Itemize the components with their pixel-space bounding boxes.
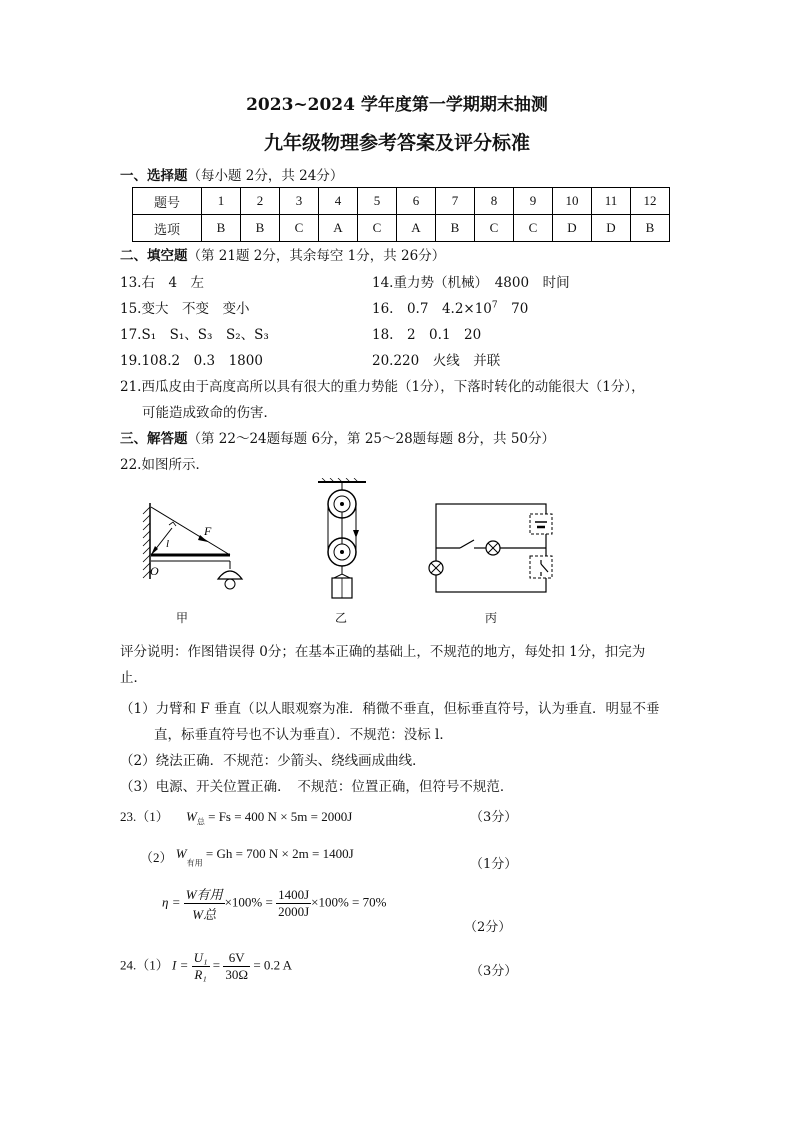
scoring-note-line2: 止． (120, 670, 147, 686)
figure2-caption: 乙 (335, 611, 348, 625)
table-cell: C (280, 215, 319, 242)
scoring-rule3: （3）电源、开关位置正确． 不规范：位置正确，但符号不规范． (120, 779, 514, 795)
table-cell: C (475, 215, 514, 242)
q23-part1 (120, 806, 352, 828)
table-cell: D (553, 215, 592, 242)
answer-q16-part1: 16. 0.7 4.2×10 (372, 301, 492, 317)
q23-symbol-W: W (186, 809, 197, 824)
figure1-caption: 甲 (176, 611, 189, 625)
table-cell: 12 (631, 188, 670, 215)
q23-symbol-subscript: 总 (196, 817, 205, 827)
movable-pulley-axle (340, 550, 344, 554)
q23-efficiency-score: （2分） (464, 920, 512, 935)
table-row (133, 188, 670, 215)
table-cell: A (397, 215, 436, 242)
q23-part2-equation: = Gh = 700 N × 2m = 1400J (205, 846, 354, 861)
document-subtitle: 九年级物理参考答案及评分标准 (263, 132, 530, 154)
table-cell: A (319, 215, 358, 242)
fraction-denominator-value: 30Ω (225, 967, 249, 982)
fraction-denominator-value: 2000J (278, 904, 310, 919)
table-cell: 5 (358, 188, 397, 215)
table-cell: B (202, 215, 241, 242)
table-cell: B (631, 215, 670, 242)
answer-q16 (372, 297, 528, 317)
table-cell: 2 (241, 188, 280, 215)
fraction-numerator: W有用 (184, 884, 225, 904)
lamp-bulb (225, 579, 235, 589)
fraction-useful-over-total (184, 884, 225, 923)
battery-dashed-box (530, 514, 552, 534)
q23-part2-subscript: 有用 (186, 858, 203, 868)
figure-lever-lamp (138, 495, 258, 600)
q24-result: = 0.2 A (253, 957, 293, 973)
figure3-caption: 丙 (485, 611, 498, 625)
answer-q18: 18. 2 0.1 20 (372, 327, 482, 343)
q23-part2 (140, 847, 354, 869)
q24-current-symbol: I = (172, 957, 189, 973)
scoring-note-line1: 评分说明：作图错误得 0分；在基本正确的基础上，不规范的地方，每处扣 1分，扣完为 (120, 644, 646, 660)
row-header-answer: 选项 (133, 215, 202, 242)
answer-q17: 17.S₁ S₁、S₃ S₂、S₃ (120, 327, 269, 343)
table-cell: 6 (397, 188, 436, 215)
perpendicular-mark (169, 522, 176, 526)
scoring-rule2: （2）绕法正确．不规范：少箭头、绕线画成曲线． (120, 753, 426, 769)
table-cell: 8 (475, 188, 514, 215)
q24-label: 24.（1） (120, 957, 169, 973)
fraction-numerator: U₁ (193, 950, 208, 965)
q23-part2-score: （1分） (470, 857, 518, 872)
fraction-values (276, 887, 311, 920)
exam-title: 2023~2024 学年度第一学期期末抽测 (246, 95, 548, 115)
row-header-number: 题号 (133, 188, 202, 215)
table-row (133, 215, 670, 242)
table-cell: D (592, 215, 631, 242)
branch-switch (460, 540, 474, 548)
pull-arrow (353, 530, 359, 538)
efficiency-result: ×100% = 70% (311, 894, 387, 910)
answer-q13: 13.右 4 左 (120, 275, 205, 291)
table-cell: C (514, 215, 553, 242)
lamp-shade (218, 571, 242, 579)
fraction-numerator-value: 1400J (278, 887, 310, 902)
scoring-rule1-line2: 直，标垂直符号也不认为垂直）．不规范：没标 l． (154, 727, 453, 743)
rope-line (151, 507, 230, 555)
table-cell: 7 (436, 188, 475, 215)
figure-circuit (424, 498, 556, 598)
answer-q20: 20.220 火线 并联 (372, 353, 501, 369)
answer-q21-line1: 21.西瓜皮由于高度高所以具有很大的重力势能（1分），下落时转化的动能很大（1分）， (120, 379, 645, 395)
lever-arm-label: l (166, 538, 170, 550)
table-cell: 9 (514, 188, 553, 215)
answer-q14: 14.重力势（机械） 4800 时间 (372, 275, 570, 291)
q24-part1 (120, 950, 292, 983)
answer-q15: 15.变大 不变 变小 (120, 301, 250, 317)
table-cell: 11 (592, 188, 631, 215)
fraction-values (223, 950, 250, 983)
answer-q16-exponent: 7 (491, 300, 498, 311)
section2-label: 二、填空题 (120, 248, 188, 264)
section3-heading (120, 427, 555, 447)
pivot-label: O (150, 564, 159, 578)
table-cell: 1 (202, 188, 241, 215)
scoring-rule1-line1: （1）力臂和 F 垂直（以人眼观察为准．稍微不垂直，但标垂直符号，认为垂直．明显不垂 (120, 701, 660, 717)
q23-part1-score: （3分） (470, 810, 518, 825)
section3-label: 三、解答题 (120, 431, 188, 447)
q23-efficiency-formula (162, 884, 386, 923)
table-cell: B (241, 215, 280, 242)
wall-hatch (143, 507, 150, 578)
section2-heading (120, 244, 445, 264)
answer-q16-part2: 70 (497, 301, 529, 317)
q23-part1-equation: = Fs = 400 N × 5m = 2000J (208, 809, 353, 824)
answer-q22: 22.如图所示． (120, 457, 209, 473)
section1-note: （每小题 2分，共 24分） (187, 168, 344, 184)
section1-label: 一、选择题 (120, 168, 188, 184)
answer-q19: 19.108.2 0.3 1800 (120, 353, 263, 369)
q24-equals: = (212, 957, 221, 973)
q23-part2-symbol-W: W (175, 846, 187, 861)
figure-pulley-system (312, 478, 372, 603)
fraction-numerator-value: 6V (223, 950, 250, 967)
fraction-voltage-over-resistance (192, 950, 210, 983)
fixed-pulley-axle (340, 502, 344, 506)
q24-score: （3分） (470, 964, 518, 979)
section2-note: （第 21题 2分，其余每空 1分，共 26分） (187, 248, 446, 264)
table-cell: 4 (319, 188, 358, 215)
table-cell: 3 (280, 188, 319, 215)
q23-part2-label: （2） (140, 850, 173, 865)
efficiency-mid: ×100% = (224, 894, 273, 910)
efficiency-eta: η = (162, 894, 181, 910)
force-label: F (204, 524, 212, 538)
table-cell: C (358, 215, 397, 242)
table-cell: 10 (553, 188, 592, 215)
fraction-denominator: R₁ (194, 967, 207, 982)
table-cell: B (436, 215, 475, 242)
fraction-denominator: W总 (192, 907, 217, 922)
section1-heading (120, 164, 343, 184)
q23-part1-label: 23.（1） (120, 809, 169, 824)
section3-note: （第 22～24题每题 6分，第 25～28题每题 8分，共 50分） (187, 431, 556, 447)
answer-table (132, 187, 670, 242)
answer-q21-line2: 可能造成致命的伤害． (142, 405, 277, 421)
